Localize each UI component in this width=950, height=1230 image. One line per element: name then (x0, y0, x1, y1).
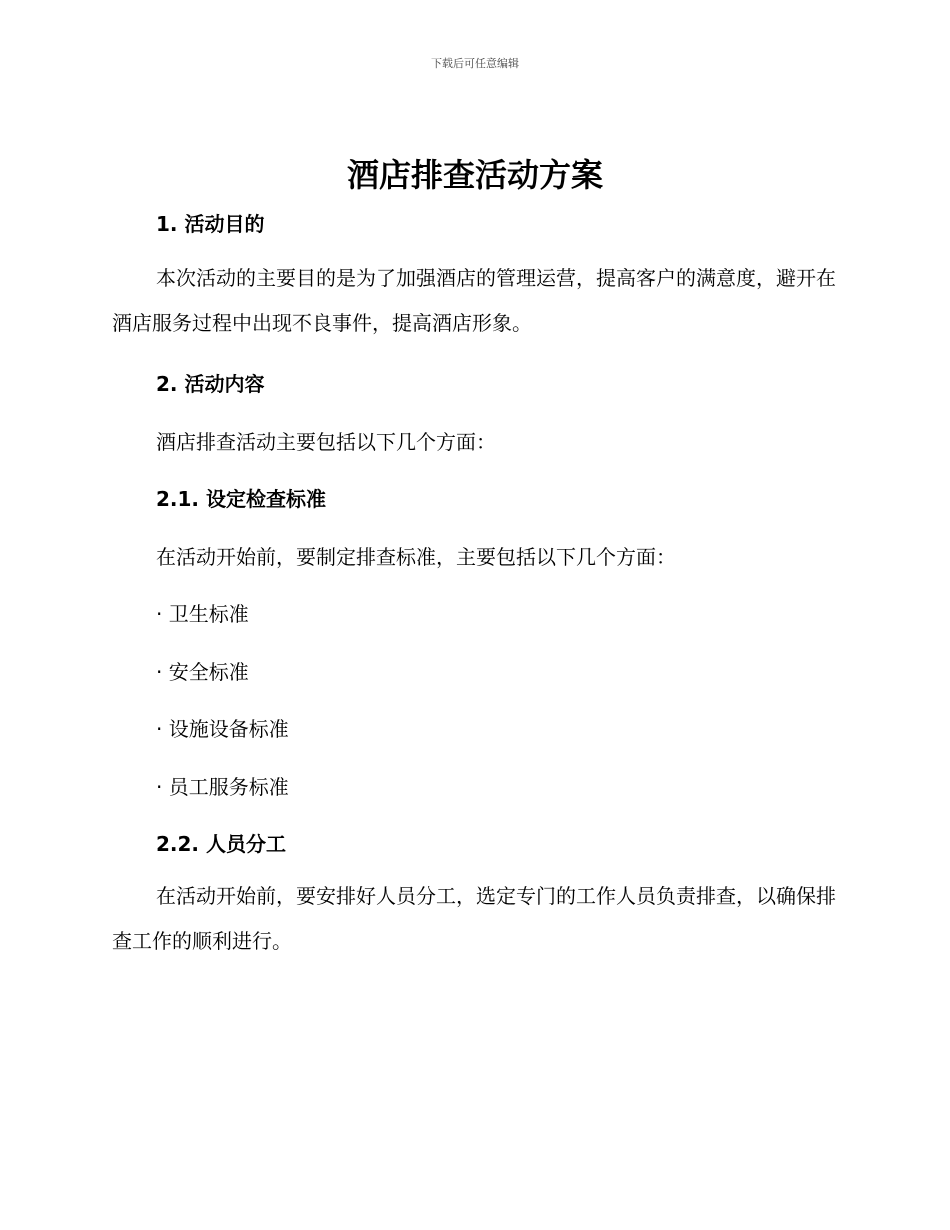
document-title: 酒店排查活动方案 (346, 156, 603, 194)
section-2-2-paragraph: 在活动开始前，要安排好人员分工，选定专门的工作人员负责排查，以确保排查工作的顺利进行。 (112, 884, 836, 953)
section-2-1-intro: 在活动开始前，要制定排查标准，主要包括以下几个方面： (156, 545, 676, 569)
section-2-1-heading: 2.1. 设定检查标准 (156, 487, 326, 511)
section-1-paragraph: 本次活动的主要目的是为了加强酒店的管理运营，提高客户的满意度，避开在酒店服务过程中出现不良事件，提高酒店形象。 (112, 266, 836, 335)
section-2-heading: 2. 活动内容 (156, 372, 265, 396)
list-item-facility-standard: · 设施设备标准 (156, 717, 289, 741)
section-1-heading: 1. 活动目的 (156, 212, 265, 236)
list-item-safety-standard: · 安全标准 (156, 660, 249, 684)
list-item-hygiene-standard: · 卫生标准 (156, 602, 249, 626)
section-2-intro: 酒店排查活动主要包括以下几个方面： (156, 430, 496, 454)
section-2-2-heading: 2.2. 人员分工 (156, 832, 286, 856)
list-item-staff-service-standard: · 员工服务标准 (156, 775, 289, 799)
header-note: 下载后可任意编辑 (431, 57, 519, 70)
